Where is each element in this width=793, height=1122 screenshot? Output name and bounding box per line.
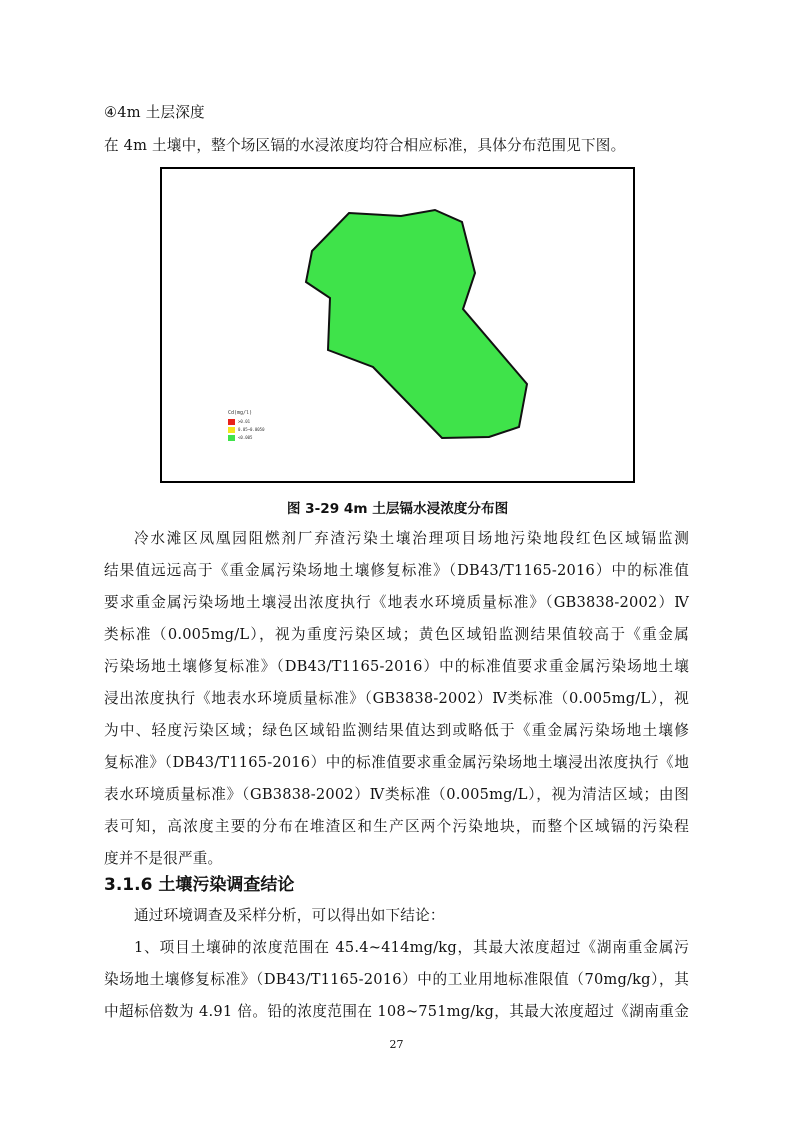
legend-swatch-yellow (228, 427, 235, 433)
distribution-map-figure (160, 167, 635, 483)
paragraph-line: 为中、轻度污染区域；绿色区域铅监测结果值达到或略低于《重金属污染场地土壤修 (104, 722, 689, 739)
paragraph-line: 要求重金属污染场地土壤浸出浓度执行《地表水环境质量标准》（GB3838-2002）Ⅳ (104, 594, 689, 611)
subheading: ④4m 土层深度 (104, 104, 205, 121)
page-number: 27 (389, 1038, 404, 1051)
paragraph-line: 冷水滩区凤凰园阻燃剂厂弃渣污染土壤治理项目场地污染地段红色区域镉监测 (134, 530, 689, 547)
paragraph-line: 复标准》（DB43/T1165-2016）中的标准值要求重金属污染场地土壤浸出浓度执行《地 (104, 754, 689, 771)
paragraph-line: 污染场地土壤修复标准》（DB43/T1165-2016）中的标准值要求重金属污染场地土壤 (104, 658, 689, 675)
cd-region-polygon (306, 210, 527, 438)
paragraph-line: 浸出浓度执行《地表水环境质量标准》（GB3838-2002）Ⅳ类标准（0.005mg/L），视 (104, 690, 689, 707)
paragraph-line: 表水环境质量标准》（GB3838-2002）Ⅳ类标准（0.005mg/L），视为清洁区域；由图 (104, 786, 689, 803)
legend-swatch-green (228, 435, 235, 441)
legend-label: 0.05~0.0050 (238, 427, 265, 432)
paragraph-line: 1、项目土壤砷的浓度范围在 45.4~414mg/kg，其最大浓度超过《湖南重金属污 (134, 939, 689, 956)
legend-title: Cd(mg/l) (228, 410, 253, 416)
paragraph-line: 染场地土壤修复标准》（DB43/T1165-2016）中的工业用地标准限值（70mg/kg），其 (104, 971, 689, 988)
paragraph-line: 度并不是很严重。 (104, 850, 223, 867)
intro-text: 在 4m 土壤中，整个场区镉的水浸浓度均符合相应标准，具体分布范围见下图。 (104, 137, 626, 154)
paragraph-line: 中超标倍数为 4.91 倍。铅的浓度范围在 108~751mg/kg，其最大浓度超过《湖南重金 (104, 1003, 689, 1020)
paragraph-line: 结果值远远高于《重金属污染场地土壤修复标准》（DB43/T1165-2016）中的标准值 (104, 562, 689, 579)
legend-label: <0.005 (238, 435, 253, 440)
legend-item-medium (228, 427, 288, 434)
paragraph-line: 类标准（0.005mg/L），视为重度污染区域；黄色区域铅监测结果值较高于《重金属 (104, 626, 689, 643)
legend-item-low (228, 435, 288, 442)
legend-swatch-red (228, 419, 235, 425)
legend-item-high (228, 419, 288, 426)
conclusion-intro: 通过环境调查及采样分析，可以得出如下结论： (134, 907, 445, 924)
paragraph-line: 表可知，高浓度主要的分布在堆渣区和生产区两个污染地块，而整个区域镉的污染程 (104, 818, 689, 835)
section-title: 3.1.6 土壤污染调查结论 (104, 875, 295, 895)
legend-label: >0.01 (238, 419, 251, 424)
figure-caption: 图 3-29 4m 土层镉水浸浓度分布图 (286, 501, 509, 517)
